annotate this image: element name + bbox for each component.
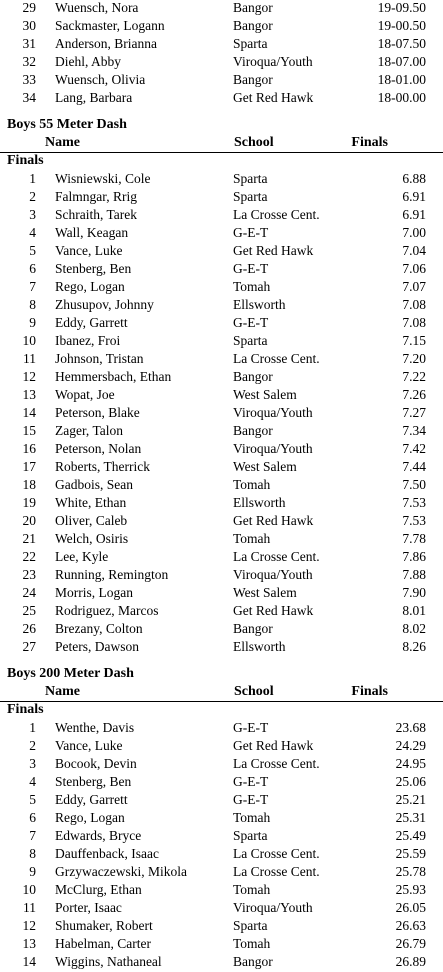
result-mark: 25.49 <box>395 828 426 843</box>
result-mark: 26.79 <box>395 936 426 951</box>
school-name: Bangor <box>233 18 273 33</box>
column-header-row <box>0 134 443 153</box>
athlete-name: Eddy, Garrett <box>55 315 128 330</box>
school-name: Sparta <box>233 189 268 204</box>
result-place: 18 <box>22 477 36 492</box>
athlete-name: Wuensch, Olivia <box>55 72 146 87</box>
result-place: 24 <box>22 585 36 600</box>
result-place: 2 <box>29 189 36 204</box>
round-label: Finals <box>7 702 44 717</box>
school-name: Viroqua/Youth <box>233 441 313 456</box>
result-place: 15 <box>22 423 36 438</box>
result-row <box>0 602 443 620</box>
result-row <box>0 755 443 773</box>
school-name: Tomah <box>233 810 271 825</box>
result-place: 4 <box>29 774 36 789</box>
event-title: Boys 55 Meter Dash <box>7 117 127 132</box>
result-place: 6 <box>29 261 36 276</box>
result-place: 9 <box>29 864 36 879</box>
school-name: Tomah <box>233 279 271 294</box>
result-row <box>0 881 443 899</box>
result-row <box>0 206 443 224</box>
result-mark: 7.88 <box>402 567 426 582</box>
athlete-name: Peters, Dawson <box>55 639 139 654</box>
column-header-school: School <box>234 135 274 150</box>
athlete-name: Oliver, Caleb <box>55 513 128 528</box>
school-name: Viroqua/Youth <box>233 900 313 915</box>
result-row <box>0 296 443 314</box>
result-mark: 7.50 <box>402 477 426 492</box>
result-place: 26 <box>22 621 36 636</box>
athlete-name: Habelman, Carter <box>55 936 151 951</box>
athlete-name: Gadbois, Sean <box>55 477 133 492</box>
result-mark: 7.42 <box>402 441 426 456</box>
result-row <box>0 935 443 953</box>
result-row <box>0 512 443 530</box>
result-place: 20 <box>22 513 36 528</box>
result-row <box>0 809 443 827</box>
result-mark: 7.08 <box>402 297 426 312</box>
result-place: 25 <box>22 603 36 618</box>
result-mark: 7.53 <box>402 495 426 510</box>
school-name: Ellsworth <box>233 639 286 654</box>
result-place: 5 <box>29 243 36 258</box>
school-name: G-E-T <box>233 774 269 789</box>
result-mark: 25.31 <box>395 810 426 825</box>
result-row <box>0 224 443 242</box>
result-place: 1 <box>29 720 36 735</box>
result-mark: 8.26 <box>402 639 426 654</box>
athlete-name: Lang, Barbara <box>55 90 133 105</box>
result-mark: 24.95 <box>395 756 426 771</box>
result-place: 22 <box>22 549 36 564</box>
athlete-name: Grzywaczewski, Mikola <box>55 864 187 879</box>
result-mark: 7.90 <box>402 585 426 600</box>
result-mark: 6.91 <box>402 189 426 204</box>
result-mark: 7.53 <box>402 513 426 528</box>
result-place: 27 <box>22 639 36 654</box>
school-name: Get Red Hawk <box>233 603 314 618</box>
result-row <box>0 242 443 260</box>
result-row <box>0 827 443 845</box>
athlete-name: Stenberg, Ben <box>55 774 132 789</box>
school-name: Sparta <box>233 918 268 933</box>
athlete-name: Peterson, Nolan <box>55 441 142 456</box>
result-place: 17 <box>22 459 36 474</box>
result-row <box>0 638 443 656</box>
result-place: 33 <box>22 72 36 87</box>
school-name: La Crosse Cent. <box>233 846 320 861</box>
school-name: Ellsworth <box>233 297 286 312</box>
athlete-name: Wopat, Joe <box>55 387 115 402</box>
result-place: 9 <box>29 315 36 330</box>
result-mark: 7.15 <box>402 333 426 348</box>
athlete-name: Peterson, Blake <box>55 405 140 420</box>
result-place: 4 <box>29 225 36 240</box>
school-name: Tomah <box>233 531 271 546</box>
result-place: 3 <box>29 756 36 771</box>
result-mark: 18-01.00 <box>377 72 426 87</box>
result-row <box>0 620 443 638</box>
result-row <box>0 17 443 35</box>
result-row <box>0 548 443 566</box>
school-name: La Crosse Cent. <box>233 756 320 771</box>
school-name: Tomah <box>233 477 271 492</box>
athlete-name: Stenberg, Ben <box>55 261 132 276</box>
athlete-name: Rego, Logan <box>55 810 125 825</box>
result-place: 10 <box>22 882 36 897</box>
result-row <box>0 899 443 917</box>
athlete-name: McClurg, Ethan <box>55 882 142 897</box>
athlete-name: Anderson, Brianna <box>55 36 157 51</box>
school-name: La Crosse Cent. <box>233 351 320 366</box>
result-mark: 7.07 <box>402 279 426 294</box>
result-mark: 26.05 <box>395 900 426 915</box>
result-place: 7 <box>29 279 36 294</box>
school-name: Ellsworth <box>233 495 286 510</box>
result-place: 13 <box>22 387 36 402</box>
school-name: Get Red Hawk <box>233 738 314 753</box>
school-name: Tomah <box>233 882 271 897</box>
result-row <box>0 350 443 368</box>
school-name: Get Red Hawk <box>233 243 314 258</box>
result-row <box>0 566 443 584</box>
athlete-name: Wenthe, Davis <box>55 720 135 735</box>
athlete-name: White, Ethan <box>55 495 127 510</box>
athlete-name: Wuensch, Nora <box>55 0 139 15</box>
school-name: Get Red Hawk <box>233 90 314 105</box>
school-name: Viroqua/Youth <box>233 405 313 420</box>
result-mark: 25.21 <box>395 792 426 807</box>
athlete-name: Schraith, Tarek <box>55 207 138 222</box>
result-place: 12 <box>22 918 36 933</box>
result-place: 29 <box>22 0 36 15</box>
school-name: Sparta <box>233 171 268 186</box>
school-name: Sparta <box>233 36 268 51</box>
event-title: Boys 200 Meter Dash <box>7 666 134 681</box>
result-row <box>0 917 443 935</box>
result-row <box>0 314 443 332</box>
school-name: Bangor <box>233 423 273 438</box>
school-name: West Salem <box>233 459 297 474</box>
result-row <box>0 404 443 422</box>
school-name: G-E-T <box>233 225 269 240</box>
athlete-name: Johnson, Tristan <box>55 351 144 366</box>
school-name: Tomah <box>233 936 271 951</box>
result-row <box>0 332 443 350</box>
column-header-name: Name <box>45 684 80 699</box>
result-mark: 6.88 <box>402 171 426 186</box>
result-place: 30 <box>22 18 36 33</box>
school-name: Bangor <box>233 0 273 15</box>
result-place: 3 <box>29 207 36 222</box>
school-name: Sparta <box>233 828 268 843</box>
result-place: 1 <box>29 171 36 186</box>
athlete-name: Rodriguez, Marcos <box>55 603 159 618</box>
athlete-name: Morris, Logan <box>55 585 133 600</box>
athlete-name: Shumaker, Robert <box>55 918 153 933</box>
result-mark: 7.78 <box>402 531 426 546</box>
result-place: 7 <box>29 828 36 843</box>
result-row <box>0 791 443 809</box>
result-place: 5 <box>29 792 36 807</box>
school-name: La Crosse Cent. <box>233 864 320 879</box>
result-place: 8 <box>29 846 36 861</box>
athlete-name: Edwards, Bryce <box>55 828 142 843</box>
result-row <box>0 458 443 476</box>
school-name: Sparta <box>233 333 268 348</box>
athlete-name: Dauffenback, Isaac <box>55 846 159 861</box>
result-row <box>0 386 443 404</box>
result-place: 10 <box>22 333 36 348</box>
athlete-name: Running, Remington <box>55 567 169 582</box>
result-row <box>0 719 443 737</box>
result-place: 12 <box>22 369 36 384</box>
athlete-name: Zhusupov, Johnny <box>55 297 154 312</box>
result-mark: 7.08 <box>402 315 426 330</box>
result-mark: 18-00.00 <box>377 90 426 105</box>
athlete-name: Hemmersbach, Ethan <box>55 369 172 384</box>
result-mark: 18-07.00 <box>377 54 426 69</box>
result-mark: 25.06 <box>395 774 426 789</box>
athlete-name: Ibanez, Froi <box>55 333 121 348</box>
school-name: Bangor <box>233 369 273 384</box>
result-place: 16 <box>22 441 36 456</box>
result-row <box>0 0 443 17</box>
result-mark: 25.59 <box>395 846 426 861</box>
school-name: Bangor <box>233 621 273 636</box>
result-place: 14 <box>22 954 36 969</box>
athlete-name: Vance, Luke <box>55 738 123 753</box>
athlete-name: Wiggins, Nathaneal <box>55 954 162 969</box>
school-name: La Crosse Cent. <box>233 207 320 222</box>
result-mark: 8.01 <box>402 603 426 618</box>
result-mark: 19-09.50 <box>377 0 426 15</box>
result-mark: 7.44 <box>402 459 426 474</box>
result-row <box>0 953 443 971</box>
result-mark: 7.34 <box>402 423 426 438</box>
school-name: G-E-T <box>233 315 269 330</box>
result-mark: 8.02 <box>402 621 426 636</box>
athlete-name: Wall, Keagan <box>55 225 129 240</box>
athlete-name: Eddy, Garrett <box>55 792 128 807</box>
result-row <box>0 530 443 548</box>
result-place: 2 <box>29 738 36 753</box>
result-place: 34 <box>22 90 36 105</box>
school-name: La Crosse Cent. <box>233 549 320 564</box>
result-place: 23 <box>22 567 36 582</box>
athlete-name: Vance, Luke <box>55 243 123 258</box>
result-place: 8 <box>29 297 36 312</box>
result-row <box>0 188 443 206</box>
result-place: 6 <box>29 810 36 825</box>
result-mark: 7.06 <box>402 261 426 276</box>
result-mark: 7.00 <box>402 225 426 240</box>
result-mark: 25.93 <box>395 882 426 897</box>
athlete-name: Brezany, Colton <box>55 621 143 636</box>
result-mark: 7.26 <box>402 387 426 402</box>
result-mark: 7.04 <box>402 243 426 258</box>
result-row <box>0 35 443 53</box>
result-place: 11 <box>23 900 36 915</box>
result-mark: 7.22 <box>402 369 426 384</box>
athlete-name: Falmngar, Rrig <box>55 189 137 204</box>
result-mark: 6.91 <box>402 207 426 222</box>
result-row <box>0 170 443 188</box>
school-name: Get Red Hawk <box>233 513 314 528</box>
athlete-name: Wisniewski, Cole <box>55 171 151 186</box>
column-header-row <box>0 683 443 702</box>
athlete-name: Zager, Talon <box>55 423 123 438</box>
result-mark: 26.89 <box>395 954 426 969</box>
result-place: 32 <box>22 54 36 69</box>
round-label: Finals <box>7 153 44 168</box>
column-header-name: Name <box>45 135 80 150</box>
school-name: Bangor <box>233 954 273 969</box>
school-name: G-E-T <box>233 720 269 735</box>
athlete-name: Bocook, Devin <box>55 756 137 771</box>
result-mark: 7.86 <box>402 549 426 564</box>
result-place: 31 <box>22 36 36 51</box>
school-name: Viroqua/Youth <box>233 567 313 582</box>
result-row <box>0 260 443 278</box>
school-name: West Salem <box>233 387 297 402</box>
school-name: Bangor <box>233 72 273 87</box>
result-row <box>0 476 443 494</box>
athlete-name: Welch, Osiris <box>55 531 129 546</box>
athlete-name: Porter, Isaac <box>55 900 122 915</box>
column-header-finals: Finals <box>351 684 388 699</box>
result-row <box>0 863 443 881</box>
athlete-name: Roberts, Therrick <box>55 459 150 474</box>
result-row <box>0 737 443 755</box>
column-header-finals: Finals <box>351 135 388 150</box>
result-place: 14 <box>22 405 36 420</box>
athlete-name: Sackmaster, Logann <box>55 18 165 33</box>
result-place: 11 <box>23 351 36 366</box>
column-header-school: School <box>234 684 274 699</box>
result-place: 13 <box>22 936 36 951</box>
school-name: G-E-T <box>233 261 269 276</box>
result-row <box>0 440 443 458</box>
result-row <box>0 53 443 71</box>
result-row <box>0 584 443 602</box>
result-row <box>0 773 443 791</box>
result-row <box>0 89 443 107</box>
result-mark: 7.20 <box>402 351 426 366</box>
athlete-name: Lee, Kyle <box>55 549 109 564</box>
result-row <box>0 422 443 440</box>
result-row <box>0 368 443 386</box>
result-row <box>0 278 443 296</box>
result-place: 19 <box>22 495 36 510</box>
result-row <box>0 494 443 512</box>
school-name: G-E-T <box>233 792 269 807</box>
school-name: Viroqua/Youth <box>233 54 313 69</box>
result-mark: 25.78 <box>395 864 426 879</box>
result-mark: 18-07.50 <box>377 36 426 51</box>
result-mark: 7.27 <box>402 405 426 420</box>
result-mark: 23.68 <box>395 720 426 735</box>
athlete-name: Rego, Logan <box>55 279 125 294</box>
result-mark: 26.63 <box>395 918 426 933</box>
result-place: 21 <box>22 531 36 546</box>
athlete-name: Diehl, Abby <box>55 54 121 69</box>
result-row <box>0 845 443 863</box>
school-name: West Salem <box>233 585 297 600</box>
result-mark: 19-00.50 <box>377 18 426 33</box>
result-row <box>0 71 443 89</box>
result-mark: 24.29 <box>395 738 426 753</box>
